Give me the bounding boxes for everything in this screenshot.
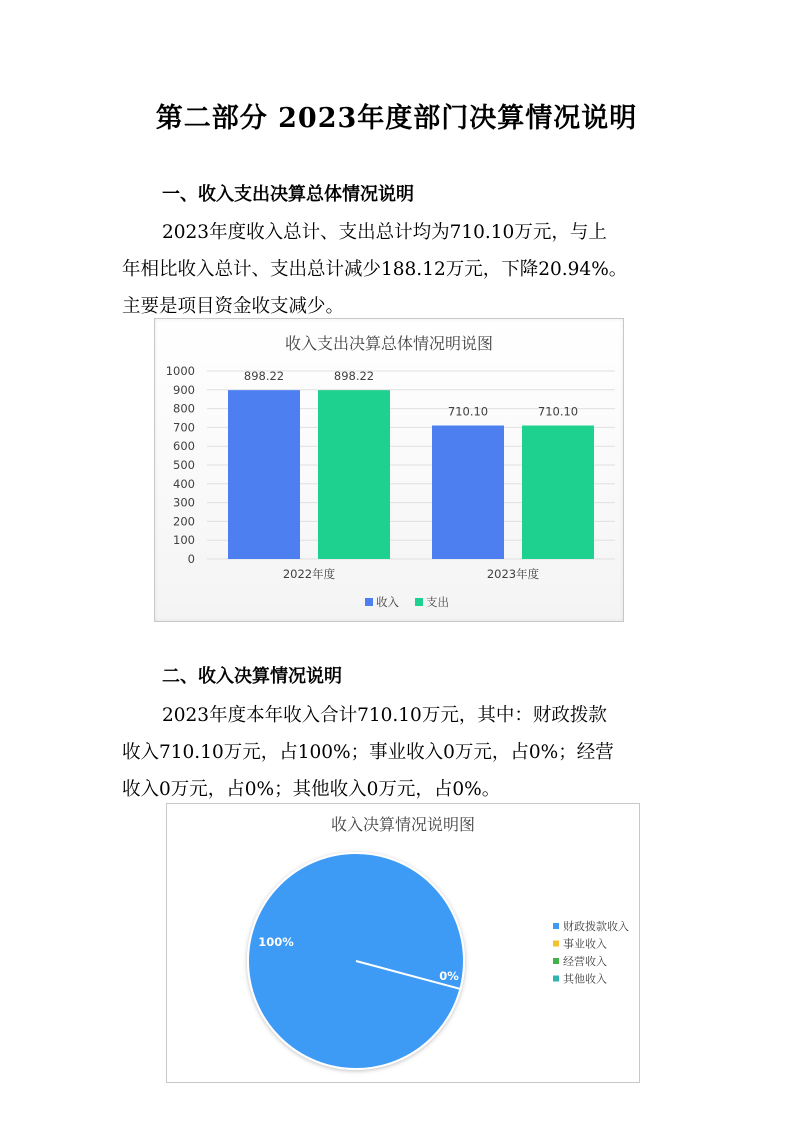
section2-paragraph-line-1: 2023年度本年收入合计710.10万元，其中：财政拨款 [162, 705, 607, 726]
section2-paragraph-line-3: 收入0万元，占0%；其他收入0万元，占0%。 [122, 779, 501, 800]
section1-paragraph-line-3: 主要是项目资金收支减少。 [122, 296, 345, 317]
section1-paragraph-line-2: 年相比收入总计、支出总计减少188.12万元，下降20.94%。 [122, 259, 628, 280]
x-tick-label: 2022年度 [282, 567, 336, 581]
legend-swatch-支出 [415, 598, 423, 606]
legend-label-其他收入: 其他收入 [563, 972, 607, 986]
bar-chart-title: 收入支出决算总体情况明说图 [284, 334, 494, 353]
page-title: 第二部分 2023年度部门决算情况说明 [155, 103, 638, 134]
legend-label-收入: 收入 [376, 595, 399, 609]
bar-data-label: 898.22 [333, 369, 375, 384]
legend-label-支出: 支出 [426, 595, 449, 609]
legend-swatch-其他收入 [553, 976, 559, 982]
legend-swatch-财政拨款收入 [553, 923, 559, 929]
section-heading-2: 二、收入决算情况说明 [162, 666, 342, 687]
y-tick-label: 600 [173, 439, 195, 454]
bar-data-label: 710.10 [537, 404, 579, 419]
pie-chart [167, 804, 639, 1082]
legend-swatch-经营收入 [553, 958, 559, 964]
y-tick-label: 300 [173, 495, 195, 510]
y-tick-label: 0 [187, 552, 195, 566]
legend-label-经营收入: 经营收入 [563, 955, 607, 968]
y-tick-label: 400 [173, 476, 195, 491]
section2-paragraph-line-2: 收入710.10万元，占100%；事业收入0万元，占0%；经营 [122, 742, 614, 763]
bar-data-label: 898.22 [243, 369, 285, 384]
bar-data-label: 710.10 [447, 404, 489, 419]
y-tick-label: 200 [173, 514, 195, 529]
bar-chart-frame [154, 318, 624, 622]
pie-data-label-财政拨款收入: 100% [258, 935, 294, 949]
y-tick-label: 900 [173, 382, 195, 397]
bar-支出-2022年度 [318, 390, 390, 559]
y-tick-label: 1000 [165, 364, 195, 378]
legend-swatch-收入 [365, 598, 373, 606]
pie-chart-title: 收入决算情况说明图 [330, 815, 476, 834]
section-heading-1: 一、收入支出决算总体情况说明 [162, 184, 414, 205]
legend-label-财政拨款收入: 财政拨款收入 [563, 920, 629, 933]
legend-swatch-事业收入 [553, 941, 559, 947]
bar-收入-2023年度 [432, 426, 504, 559]
pie-chart-frame [166, 803, 640, 1083]
bar-收入-2022年度 [228, 390, 300, 559]
y-tick-label: 800 [173, 401, 195, 416]
pie-data-label-经营收入: 0% [439, 969, 459, 983]
y-tick-label: 500 [173, 458, 195, 472]
x-tick-label: 2023年度 [486, 567, 540, 581]
section1-paragraph-line-1: 2023年度收入总计、支出总计均为710.10万元，与上 [162, 222, 607, 243]
bar-支出-2023年度 [522, 426, 594, 559]
bar-chart [155, 319, 623, 621]
y-tick-label: 700 [173, 420, 195, 435]
legend-label-事业收入: 事业收入 [563, 937, 607, 951]
y-tick-label: 100 [173, 533, 195, 548]
